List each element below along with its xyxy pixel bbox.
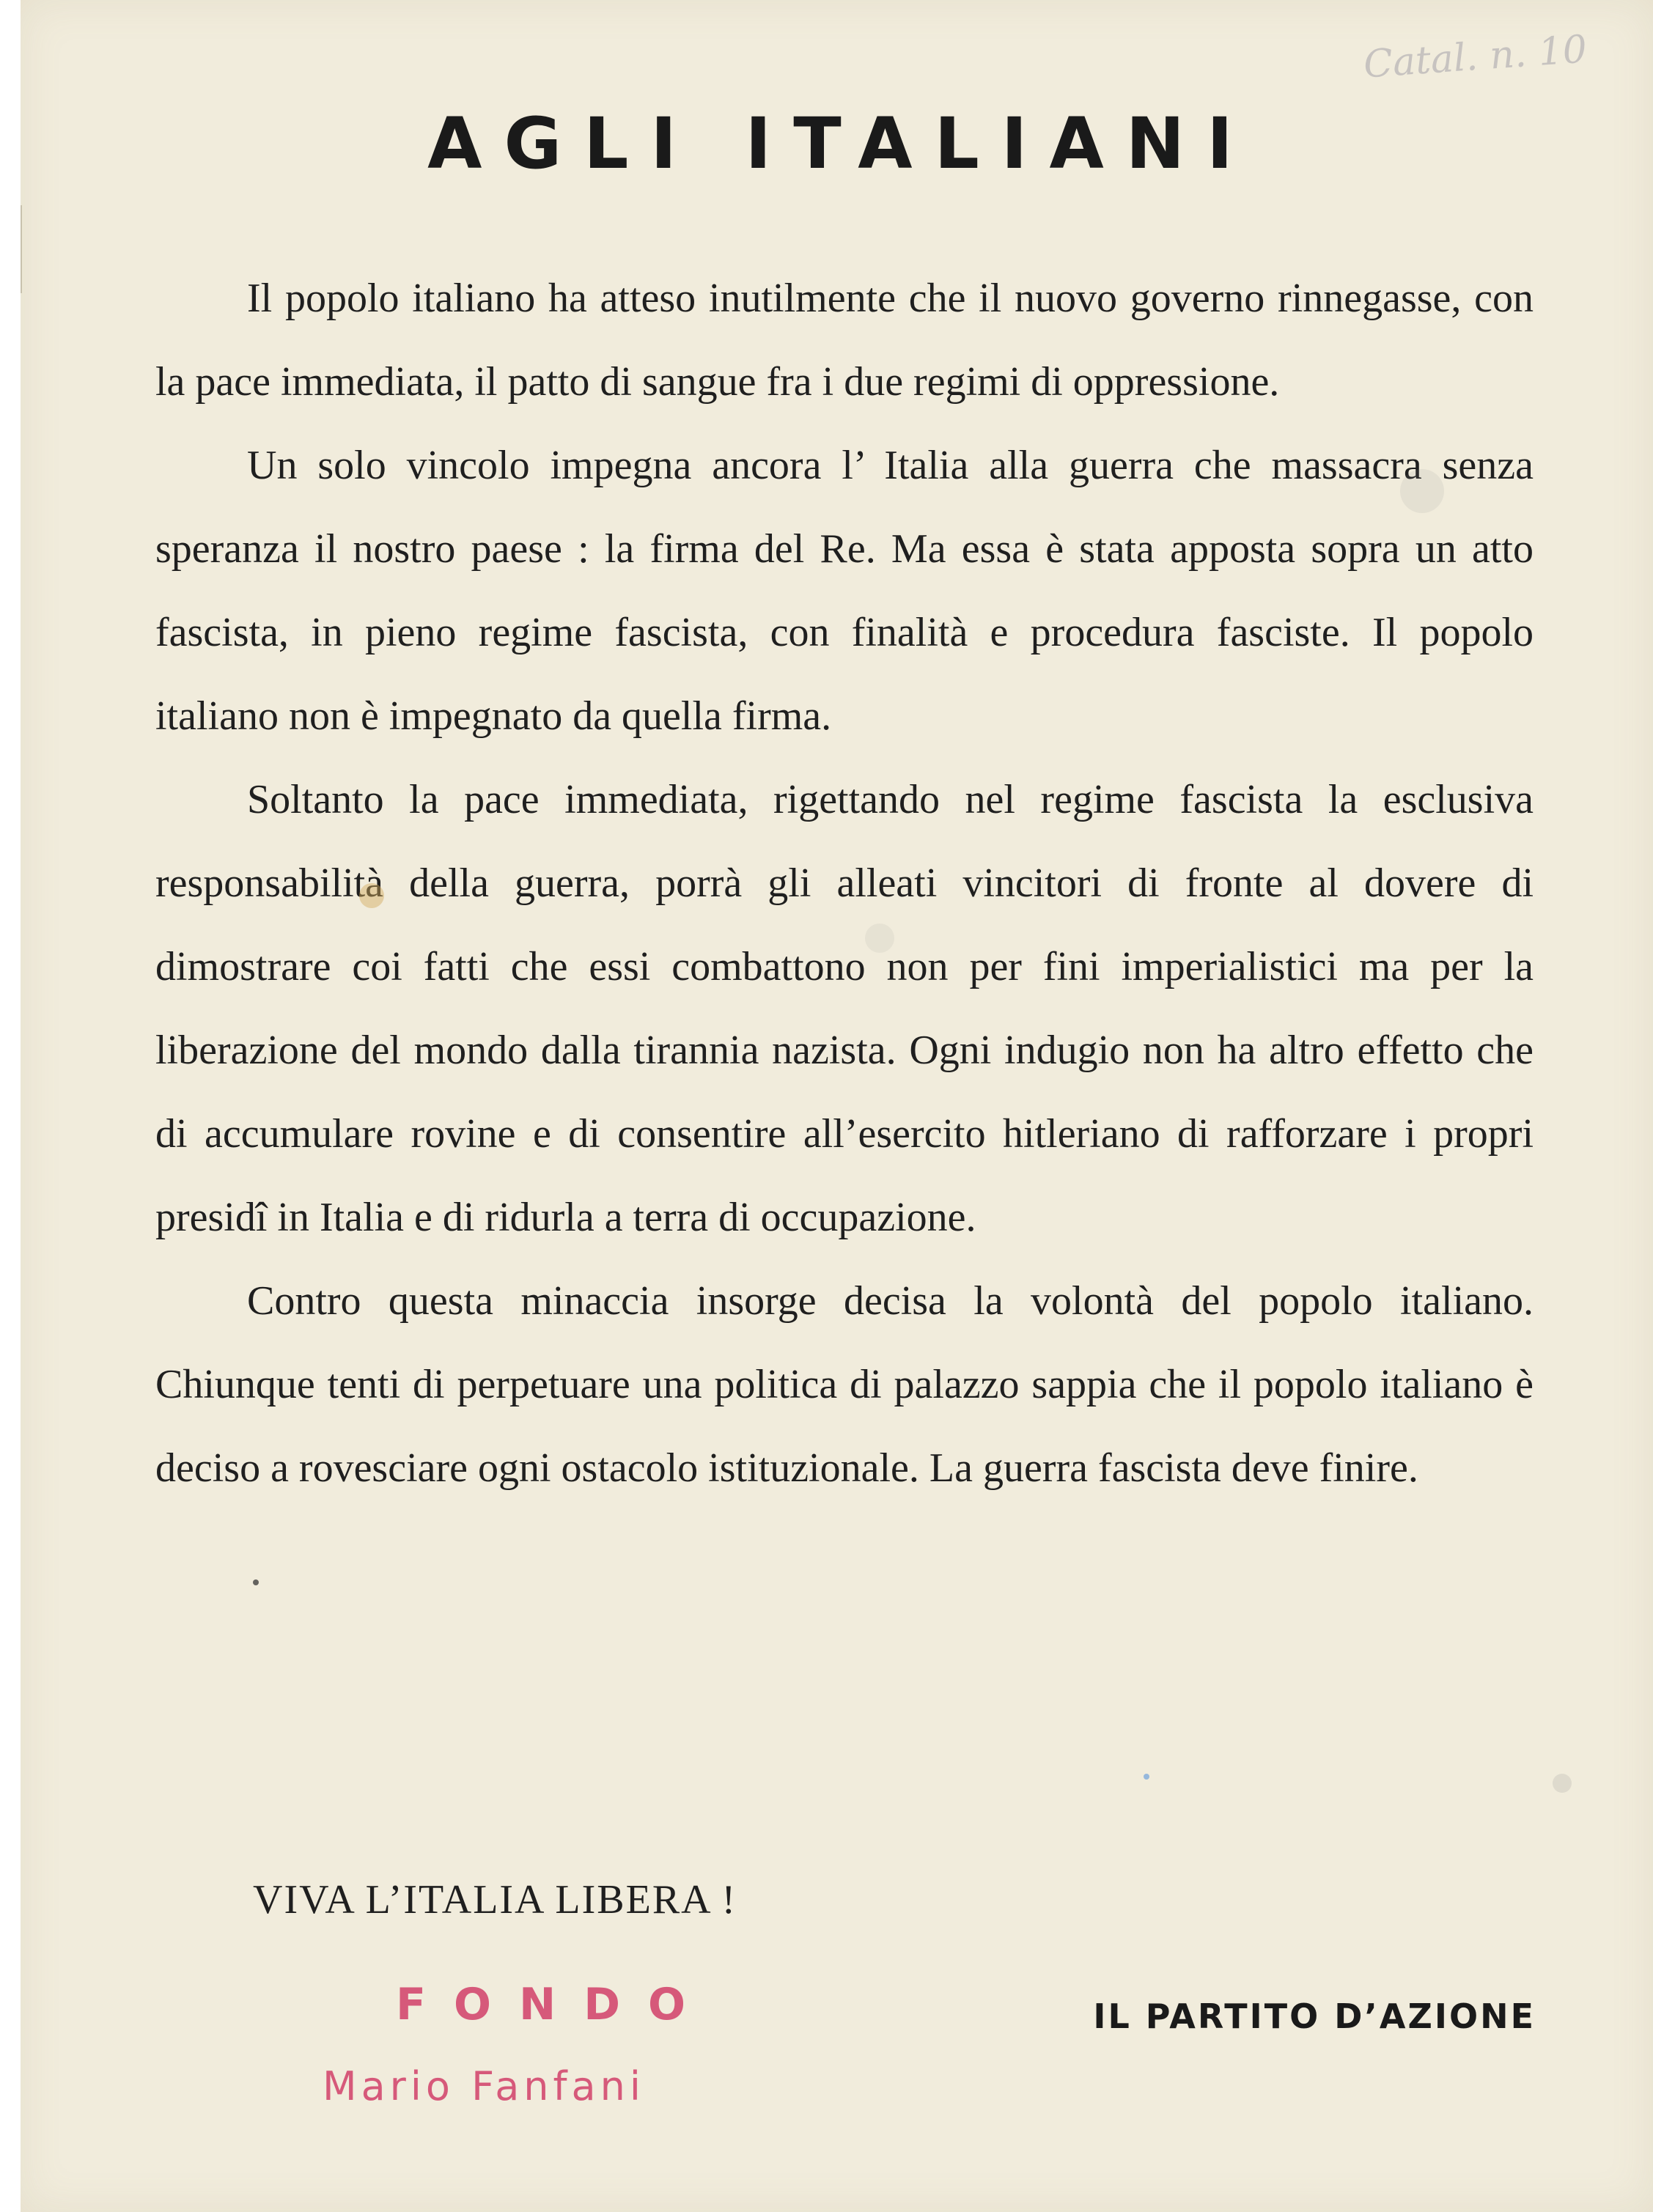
paper-fold-mark xyxy=(21,205,29,293)
paper-stain xyxy=(359,883,384,908)
paper-stain xyxy=(1144,1774,1149,1780)
pencil-annotation: Catal. n. 10 xyxy=(1362,27,1588,87)
archive-stamp xyxy=(323,1979,733,2126)
paragraph-3: Soltanto la pace immediata, rigettando nel regime fascista la esclusiva responsabilità della guerra, porrà gli alleati vincitori di fronte al dovere di dimostrare coi fatti che essi combattono non per fini imperialistici ma per la liberazione del mondo dalla tirannia nazista. Ogni indugio non ha altro effetto che di accumulare rovine e di consentire all’esercito hitleriano di rafforzare i propri presidî in Italia e di ridurla a terra di occupazione. xyxy=(155,777,1534,1240)
paper-stain xyxy=(1400,469,1444,513)
paper-stain xyxy=(1553,1774,1572,1793)
slogan: VIVA L’ITALIA LIBERA ! xyxy=(253,1877,737,1922)
document-title: AGLI ITALIANI xyxy=(427,103,1255,185)
stamp-line-fondo: FONDO xyxy=(396,1979,714,2030)
paper-stain xyxy=(253,1579,259,1585)
paper-stain xyxy=(865,923,894,953)
paragraph-2: Un solo vincolo impegna ancora l’ Italia alla guerra che massacra senza speranza il nostro paese : la firma del Re. Ma essa è stata apposta sopra un atto fascista, in pieno regime fascista, con finalità e procedura fasciste. Il popolo italiano non è impegnato da quella firma. xyxy=(155,443,1534,739)
paragraph-1: Il popolo italiano ha atteso inutilmente che il nuovo governo rinnegasse, con la pace immediata, il patto di sangue fra i due regimi di oppressione. xyxy=(155,276,1534,405)
document-body xyxy=(155,257,1534,1510)
stamp-line-name: Mario Fanfani xyxy=(323,2063,645,2109)
paragraph-4: Contro questa minaccia insorge decisa la volontà del popolo italiano. Chiunque tenti di perpetuare una politica di palazzo sappia che il popolo italiano è deciso a rovesciare ogni ostacolo istituzionale. La guerra fascista deve finire. xyxy=(155,1278,1534,1491)
signature: IL PARTITO D’AZIONE xyxy=(1093,1997,1536,2036)
